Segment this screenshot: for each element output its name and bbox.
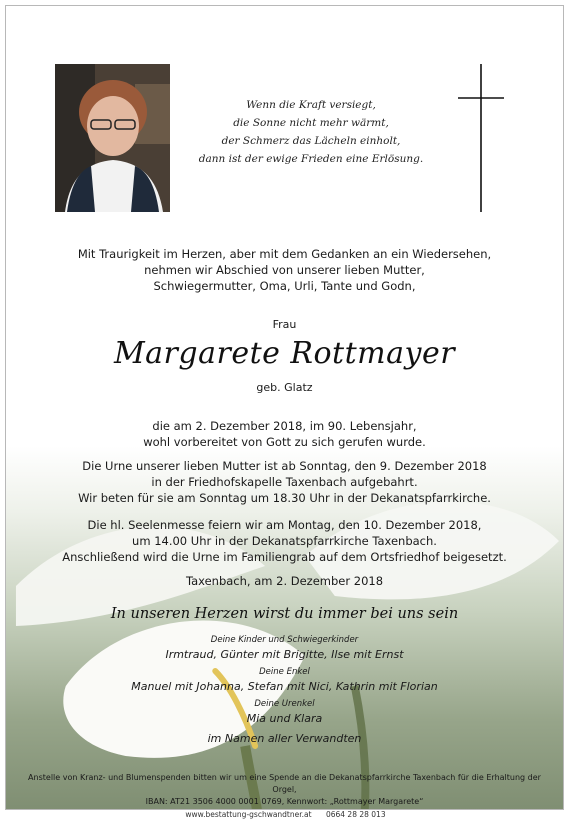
motto: In unseren Herzen wirst du immer bei uns sein bbox=[110, 606, 459, 622]
intro-line: Mit Traurigkeit im Herzen, aber mit dem Gedanken an ein Wiedersehen, bbox=[77, 247, 492, 261]
donation-note-line: IBAN: AT21 3506 4000 0001 0769, Kennwort: „Rottmayer Margarete“ bbox=[145, 797, 424, 806]
family-group-label: Deine Kinder und Schwiegerkinder bbox=[210, 635, 359, 645]
poem-line: dann ist der ewige Frieden eine Erlösung. bbox=[198, 153, 424, 165]
intro-line: nehmen wir Abschied von unserer lieben Mutter, bbox=[144, 263, 425, 277]
closing-line: im Namen aller Verwandten bbox=[207, 732, 362, 745]
obituary-card bbox=[5, 5, 564, 810]
portrait-photo bbox=[55, 64, 170, 212]
family-list bbox=[6, 634, 563, 747]
mass-info bbox=[6, 517, 563, 565]
urn-info-line: Die Urne unserer lieben Mutter ist ab Sonntag, den 9. Dezember 2018 bbox=[82, 459, 487, 473]
cross-icon bbox=[458, 64, 504, 214]
family-group bbox=[6, 634, 563, 663]
birth-name: geb. Glatz bbox=[256, 381, 313, 394]
poem-line: Wenn die Kraft versiegt, bbox=[246, 99, 376, 111]
poem-line: die Sonne nicht mehr wärmt, bbox=[233, 117, 389, 129]
family-group-names: Mia und Klara bbox=[246, 712, 323, 725]
family-group-label: Deine Urenkel bbox=[254, 699, 315, 709]
urn-info bbox=[6, 458, 563, 506]
urn-info-line: Wir beten für sie am Sonntag um 18.30 Uhr in der Dekanatspfarrkirche. bbox=[78, 491, 491, 505]
mass-info-line: um 14.00 Uhr in der Dekanatspfarrkirche Taxenbach. bbox=[132, 534, 437, 548]
family-group-names: Manuel mit Johanna, Stefan mit Nici, Kathrin mit Florian bbox=[131, 680, 438, 693]
death-info bbox=[6, 418, 563, 450]
intro-text bbox=[6, 246, 563, 294]
footer-website[interactable]: www.bestattung-gschwandtner.at bbox=[185, 810, 312, 819]
family-group-label: Deine Enkel bbox=[259, 667, 310, 677]
family-group bbox=[6, 666, 563, 695]
mass-info-line: Die hl. Seelenmesse feiern wir am Montag, den 10. Dezember 2018, bbox=[87, 518, 482, 532]
salutation: Frau bbox=[272, 318, 297, 331]
family-group-names: Irmtraud, Günter mit Brigitte, Ilse mit Ernst bbox=[165, 648, 404, 661]
intro-line: Schwiegermutter, Oma, Urli, Tante und Godn, bbox=[153, 279, 416, 293]
deceased-name: Margarete Rottmayer bbox=[113, 336, 456, 371]
place-date: Taxenbach, am 2. Dezember 2018 bbox=[185, 574, 384, 588]
urn-info-line: in der Friedhofskapelle Taxenbach aufgebahrt. bbox=[151, 475, 418, 489]
donation-note-line: Anstelle von Kranz- und Blumenspenden bitten wir um eine Spende an die Dekanatspfarrkirche Taxenbach für die Erhaltung der Orgel, bbox=[28, 773, 541, 794]
footer bbox=[0, 810, 571, 819]
poem-line: der Schmerz das Lächeln einholt, bbox=[221, 135, 401, 147]
family-group bbox=[6, 698, 563, 727]
poem bbox=[196, 96, 426, 168]
death-info-line: wohl vorbereitet von Gott zu sich gerufen wurde. bbox=[143, 435, 426, 449]
footer-phone: 0664 28 28 013 bbox=[325, 810, 386, 819]
death-info-line: die am 2. Dezember 2018, im 90. Lebensjahr, bbox=[152, 419, 417, 433]
mass-info-line: Anschließend wird die Urne im Familiengrab auf dem Ortsfriedhof beigesetzt. bbox=[62, 550, 507, 564]
donation-note bbox=[6, 772, 563, 808]
